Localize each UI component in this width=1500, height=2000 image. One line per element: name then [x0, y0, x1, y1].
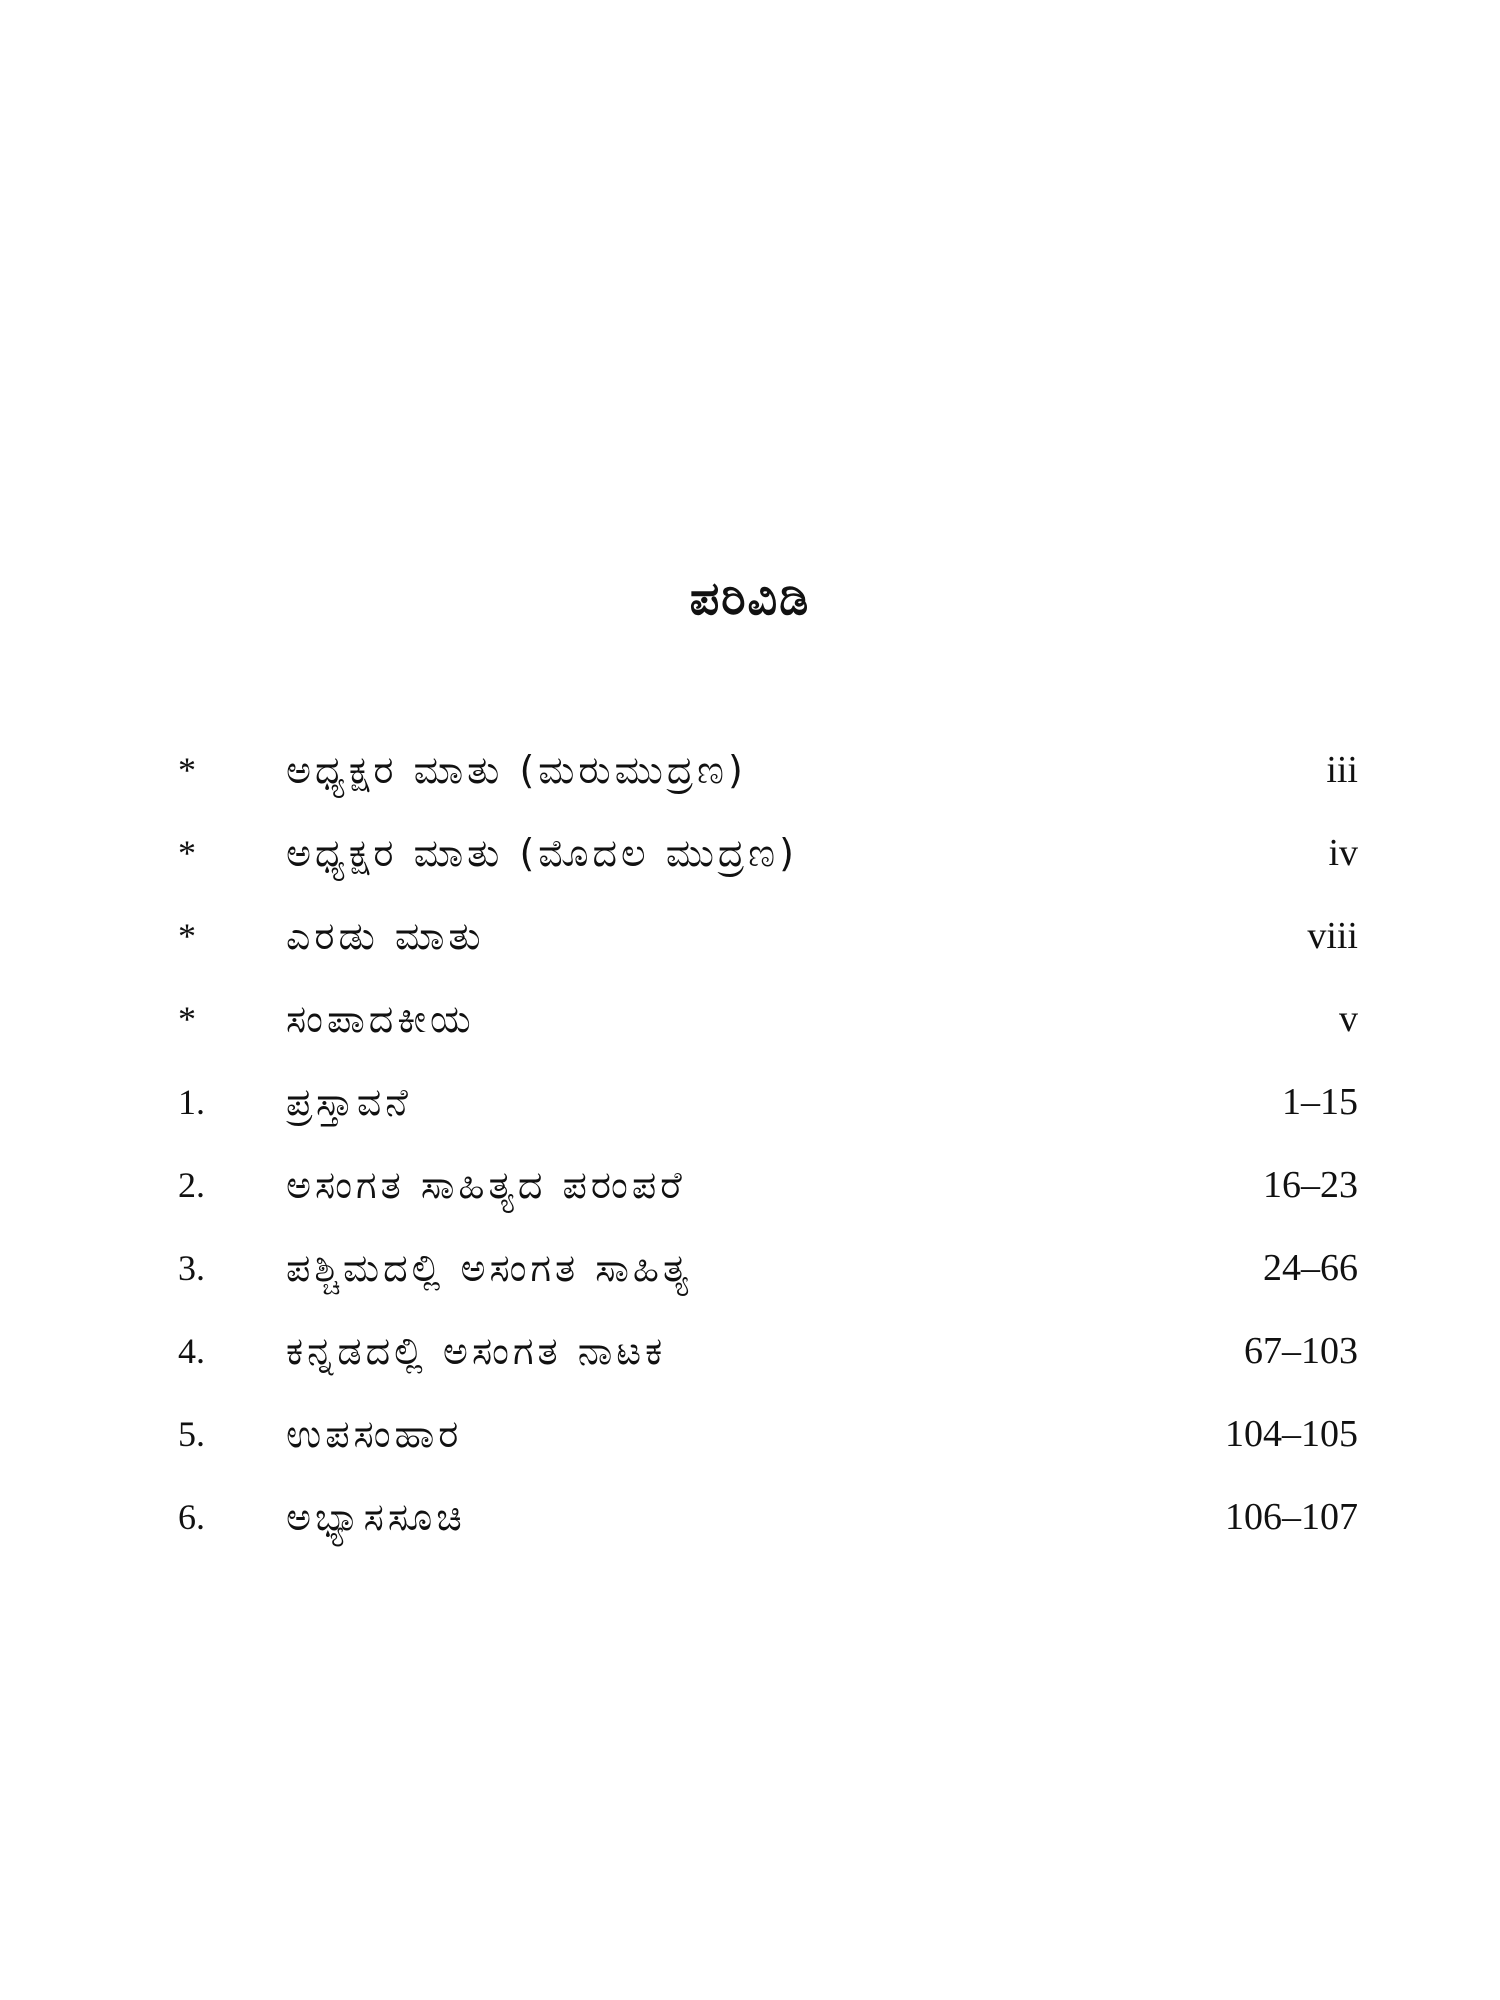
- toc-entry: [178, 1072, 1358, 1155]
- page-title: ಪರಿವಿಡಿ: [689, 571, 811, 625]
- toc-entry: [178, 1155, 1358, 1238]
- toc-entry-page: 67–103: [1244, 1330, 1358, 1372]
- toc-entry: [178, 989, 1358, 1072]
- toc-entry-marker: 4.: [178, 1331, 205, 1371]
- toc-entry-title: ಅಸಂಗತ ಸಾಹಿತ್ಯದ ಪರಂಪರೆ: [286, 1163, 686, 1207]
- toc-entry-title: ಅಭ್ಯಾಸಸೂಚಿ: [286, 1495, 466, 1539]
- toc-entry-page: iii: [1326, 749, 1358, 791]
- toc-entry: [178, 1321, 1358, 1404]
- toc-entry-title: ಕನ್ನಡದಲ್ಲಿ ಅಸಂಗತ ನಾಟಕ: [286, 1329, 667, 1373]
- toc-entry-page: v: [1339, 998, 1358, 1040]
- toc-entry-marker: 2.: [178, 1165, 205, 1205]
- toc-entry-page: viii: [1307, 915, 1358, 957]
- toc-entry-marker: *: [178, 750, 196, 790]
- toc-entry: [178, 823, 1358, 906]
- toc-entry: [178, 1404, 1358, 1487]
- toc-entry-title: ಪ್ರಸ್ತಾವನೆ: [286, 1080, 412, 1124]
- toc-entry-marker: *: [178, 833, 196, 873]
- toc-entry-title: ಪಶ್ಚಿಮದಲ್ಲಿ ಅಸಂಗತ ಸಾಹಿತ್ಯ: [286, 1246, 693, 1290]
- toc-entry-marker: *: [178, 916, 196, 956]
- toc-entry-page: 1–15: [1282, 1081, 1358, 1123]
- toc-entry: [178, 906, 1358, 989]
- toc-entry-page: iv: [1328, 832, 1358, 874]
- toc-entry-title: ಅಧ್ಯಕ್ಷರ ಮಾತು (ಮೊದಲ ಮುದ್ರಣ): [286, 831, 798, 875]
- toc-entry-title: ಸಂಪಾದಕೀಯ: [286, 997, 475, 1041]
- toc-entry: [178, 1487, 1358, 1570]
- toc-entry-title: ಅಧ್ಯಕ್ಷರ ಮಾತು (ಮರುಮುದ್ರಣ): [286, 748, 747, 792]
- toc-entry: [178, 1238, 1358, 1321]
- toc-entry-page: 104–105: [1225, 1413, 1358, 1455]
- toc-entry-page: 106–107: [1225, 1496, 1358, 1538]
- toc-entry-page: 16–23: [1263, 1164, 1358, 1206]
- toc-entry-marker: 1.: [178, 1082, 205, 1122]
- toc-entry-marker: 6.: [178, 1497, 205, 1537]
- toc-entry-marker: 3.: [178, 1248, 205, 1288]
- table-of-contents: [178, 740, 1358, 1570]
- toc-entry-title: ಉಪಸಂಹಾರ: [286, 1412, 463, 1456]
- toc-entry-title: ಎರಡು ಮಾತು: [286, 914, 485, 958]
- toc-entry-marker: 5.: [178, 1414, 205, 1454]
- toc-entry: [178, 740, 1358, 823]
- toc-entry-page: 24–66: [1263, 1247, 1358, 1289]
- toc-entry-marker: *: [178, 999, 196, 1039]
